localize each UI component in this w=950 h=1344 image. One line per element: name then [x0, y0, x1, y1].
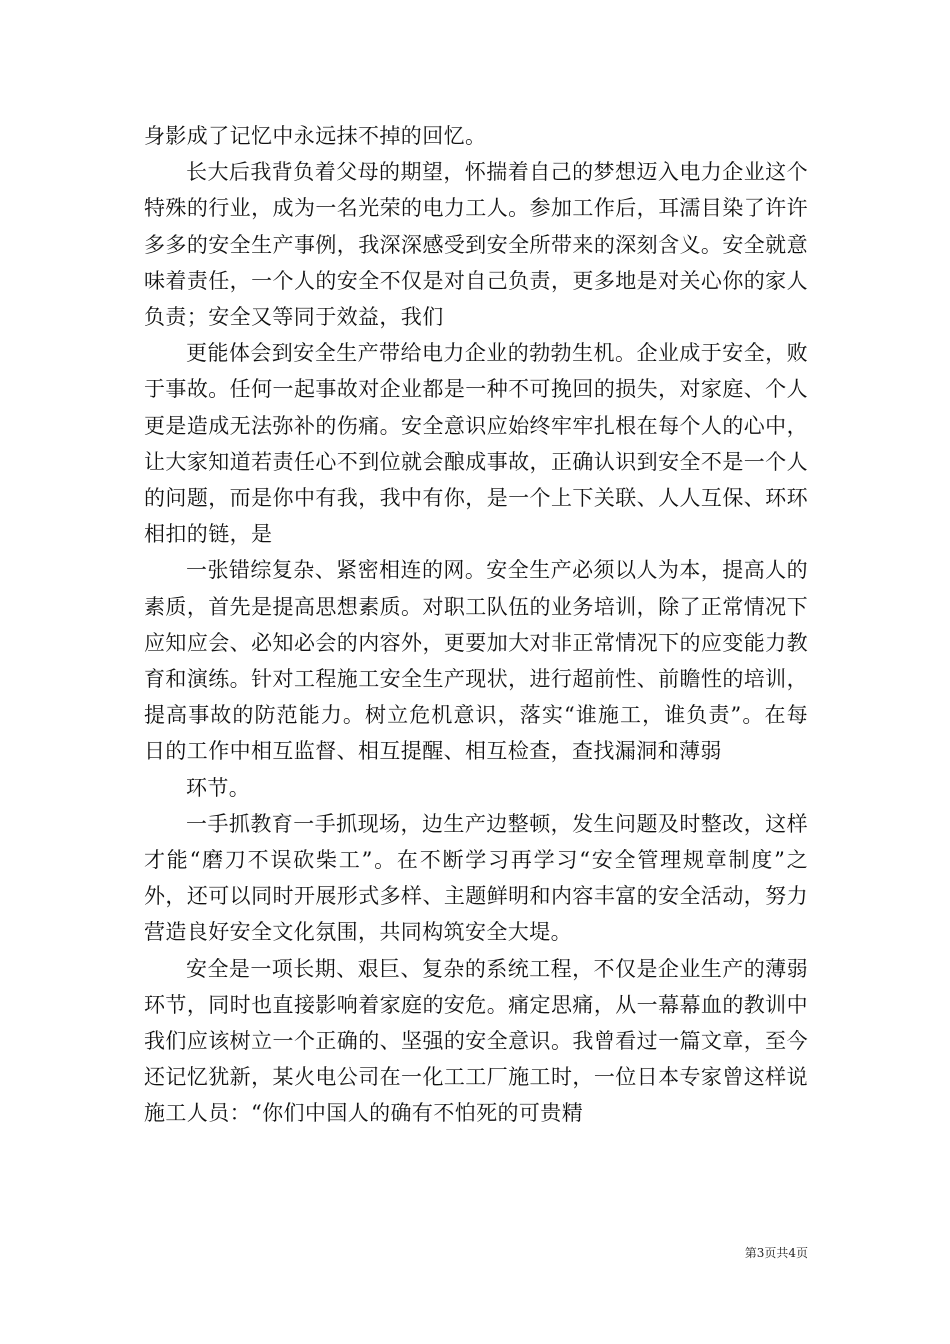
paragraph-1: 身影成了记忆中永远抹不掉的回忆。 [144, 124, 487, 148]
paragraph-4: 一张错综复杂、紧密相连的网。安全生产必须以人为本，提高人的素质，首先是提高思想素质。对职工队伍的业务培训，除了正常情况下应知应会、必知必会的内容外，更要加大对非正常情况下的应变能力教育和演练。针对工程施工安全生产现状，进行超前性、前瞻性的培训，提高事故的防范能力。树立危机意识，落实“谁施工，谁负责”。在每日的工作中相互监督、相互提醒、相互检查，查找漏洞和薄弱 [144, 558, 808, 764]
paragraph-6: 一手抓教育一手抓现场，边生产边整顿，发生问题及时整改，这样才能“磨刀不误砍柴工”。在不断学习再学习“安全管理规章制度”之外，还可以同时开展形式多样、主题鲜明和内容丰富的安全活动，努力营造良好安全文化氛围，共同构筑安全大堤。 [144, 811, 808, 945]
page-number-footer: 第3页共4页 [744, 1246, 808, 1260]
body-text [144, 118, 808, 1132]
paragraph-7: 安全是一项长期、艰巨、复杂的系统工程，不仅是企业生产的薄弱环节，同时也直接影响着家庭的安危。痛定思痛，从一幕幕血的教训中我们应该树立一个正确的、坚强的安全意识。我曾看过一篇文章，至今还记忆犹新，某火电公司在一化工工厂施工时，一位日本专家曾这样说施工人员：“你们中国人的确有不怕死的可贵精 [144, 956, 808, 1126]
paragraph-3: 更能体会到安全生产带给电力企业的勃勃生机。企业成于安全，败于事故。任何一起事故对企业都是一种不可挽回的损失，对家庭、个人更是造成无法弥补的伤痛。安全意识应始终牢牢扎根在每个人的心中，让大家知道若责任心不到位就会酿成事故，正确认识到安全不是一个人的问题，而是你中有我，我中有你，是一个上下关联、人人互保、环环相扣的链，是 [144, 341, 808, 547]
paragraph-5: 环节。 [186, 775, 251, 800]
paragraph-2: 长大后我背负着父母的期望，怀揣着自己的梦想迈入电力企业这个特殊的行业，成为一名光荣的电力工人。参加工作后，耳濡目染了许许多多的安全生产事例，我深深感受到安全所带来的深刻含义。安全就意味着责任，一个人的安全不仅是对自己负责，更多地是对关心你的家人负责；安全又等同于效益，我们 [144, 160, 808, 330]
